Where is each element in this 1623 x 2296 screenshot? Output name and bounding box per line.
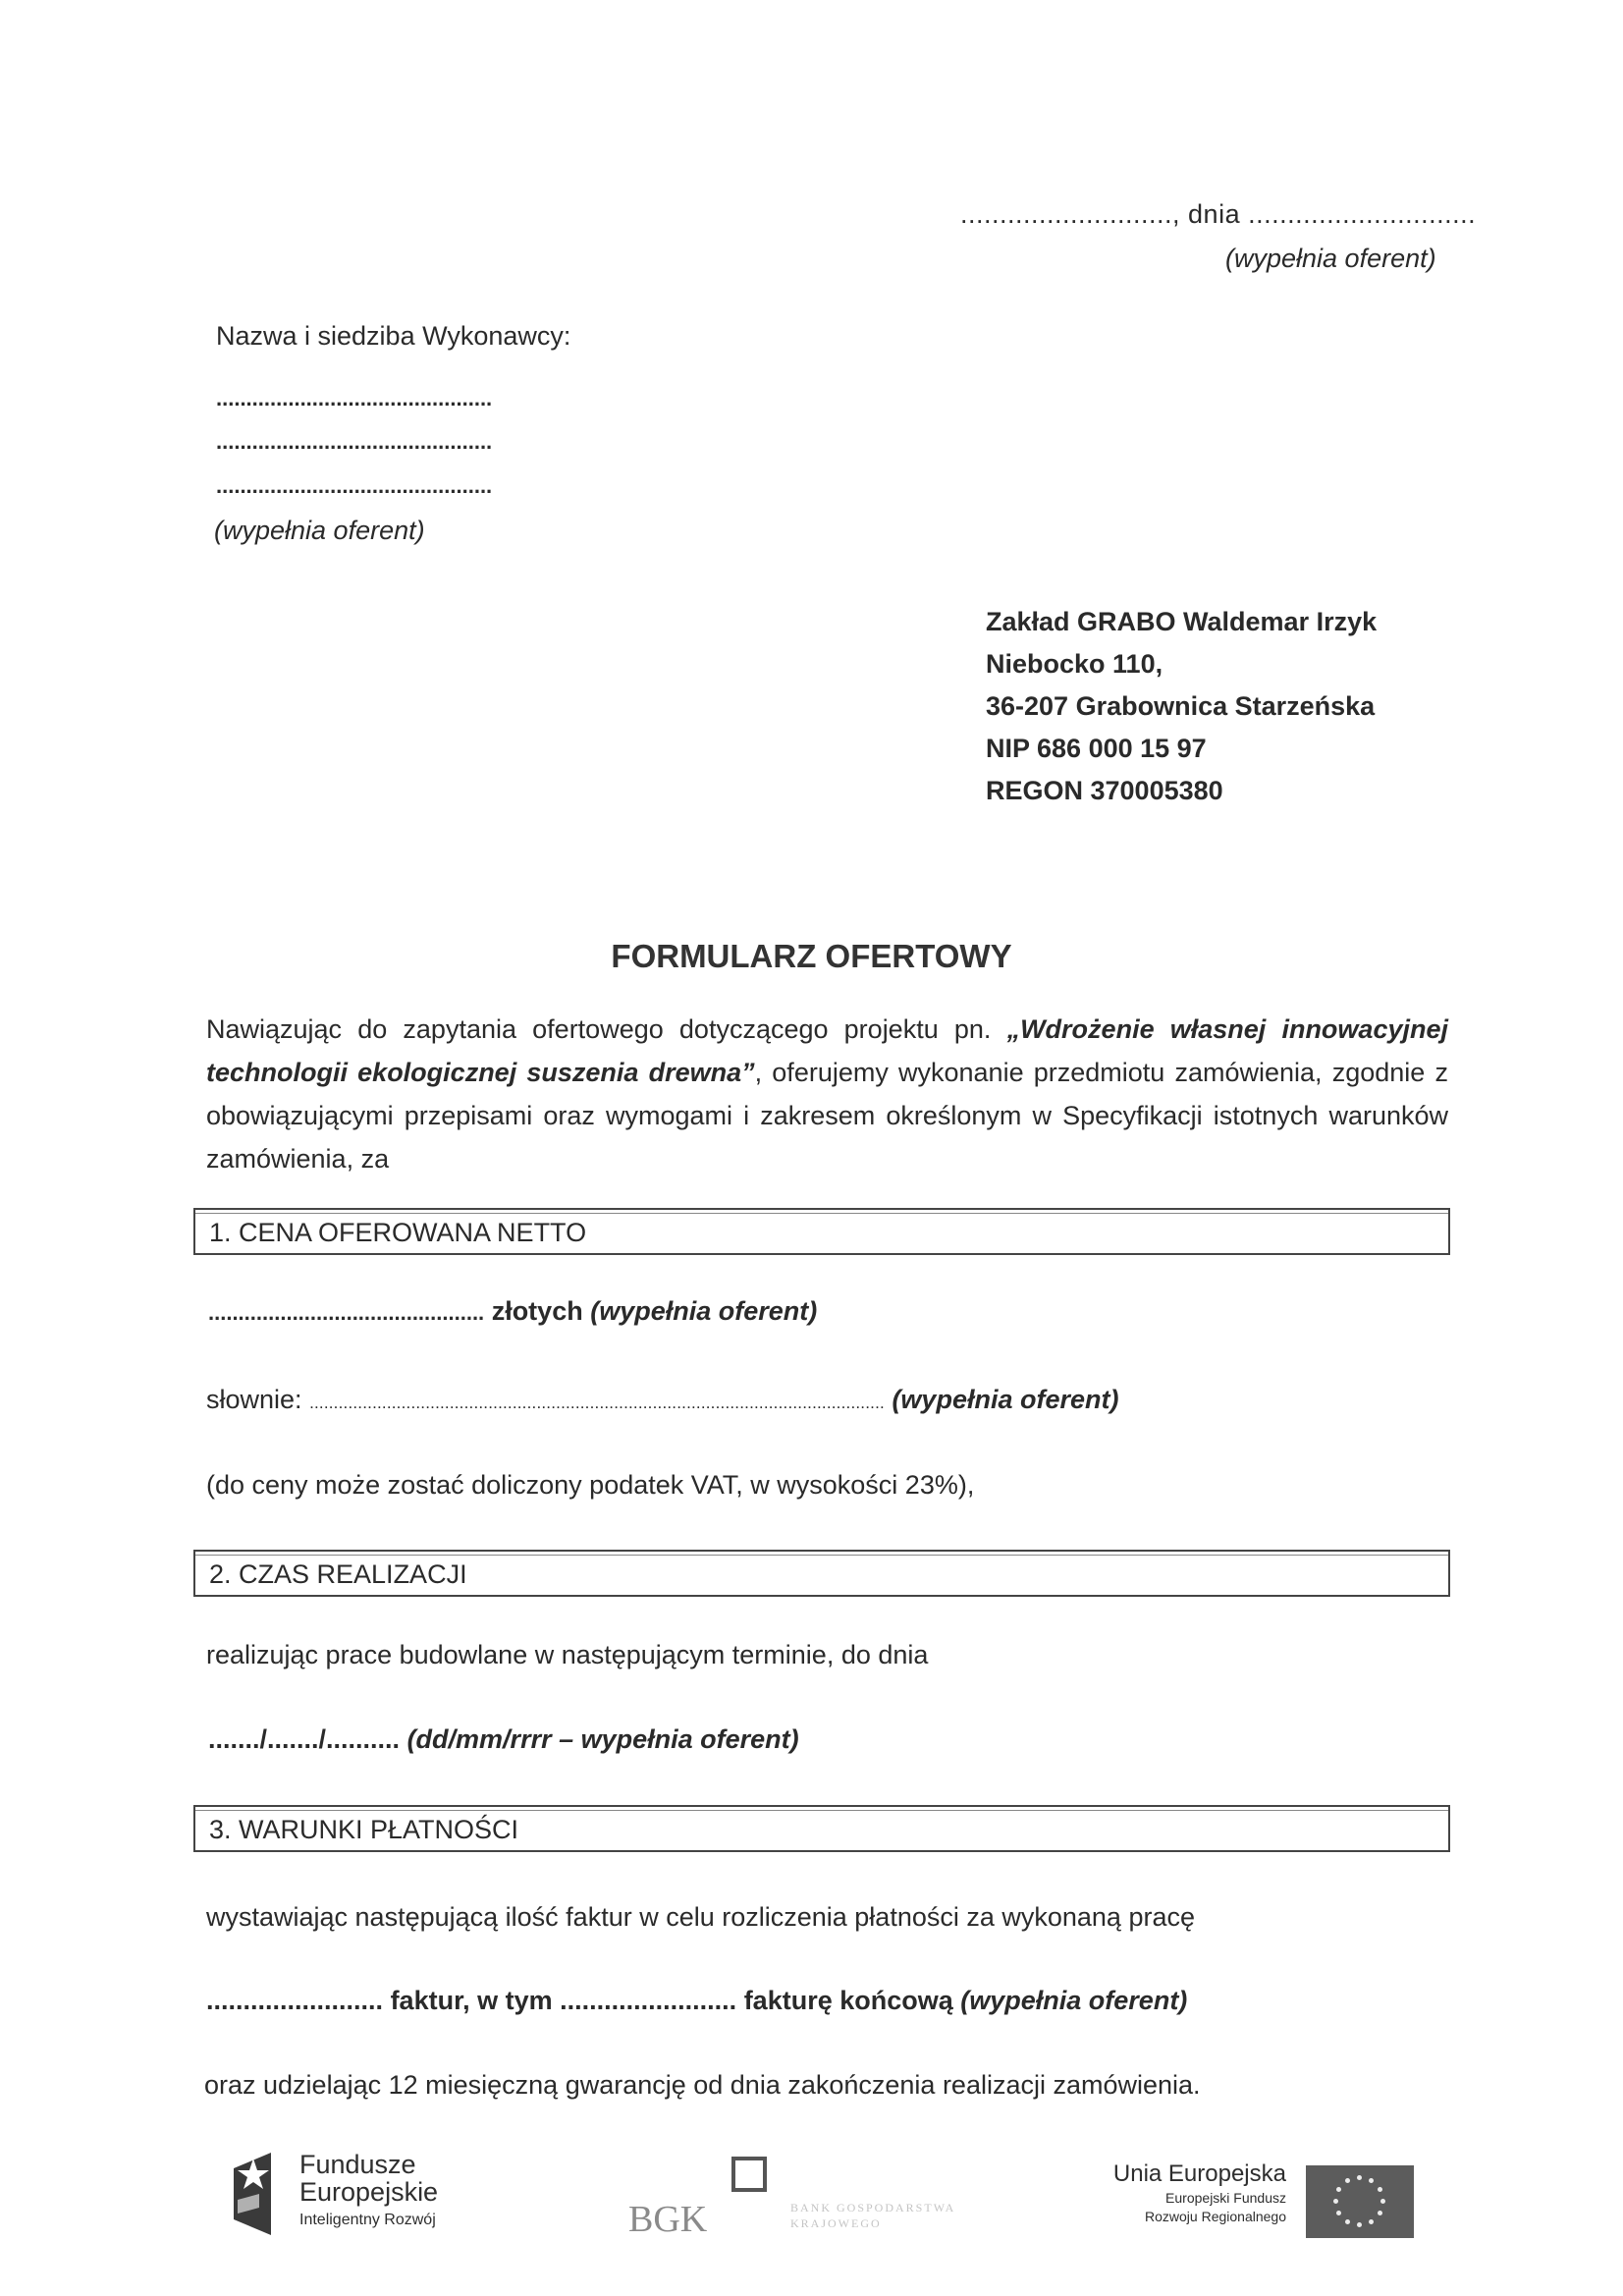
fe-line-3: Inteligentny Rozwój (299, 2212, 436, 2228)
recipient-line: Niebocko 110, (986, 649, 1163, 679)
section-2-header (193, 1550, 1450, 1597)
bgk-square-icon (731, 2157, 767, 2192)
eu-text (1090, 2160, 1286, 2225)
price-currency-label: złotych (491, 1296, 583, 1326)
place-date-note: (wypełnia oferent) (1225, 244, 1436, 273)
bgk-logo-text: BGK (628, 2199, 708, 2240)
vat-note: (do ceny może zostać doliczony podatek VAT, w wysokości 23%), (206, 1470, 975, 1500)
price-words-label: słownie: (206, 1385, 302, 1414)
deadline-date-field[interactable]: ......./......./.......... (208, 1724, 401, 1754)
recipient-line: REGON 370005380 (986, 776, 1223, 805)
eu-flag-icon (1306, 2165, 1414, 2238)
intro-start: Nawiązując do zapytania ofertowego dotyczącego projektu pn. (206, 1014, 1007, 1044)
bgk-subtitle (790, 2200, 955, 2231)
price-words-row (206, 1385, 1118, 1415)
section-3-header (193, 1805, 1450, 1852)
contractor-line-3[interactable]: .............................................. (216, 473, 493, 498)
fundusze-europejskie-logo (224, 2149, 283, 2239)
invoices-count-field[interactable]: ........................ (206, 1986, 384, 2015)
deadline-date-row (208, 1724, 799, 1755)
section-3-rule (195, 1810, 1448, 1811)
fe-star-icon (224, 2149, 283, 2239)
fe-text (299, 2151, 438, 2235)
eu-line-2: Europejski Fundusz (1165, 2190, 1286, 2206)
intro-paragraph (206, 1008, 1448, 1180)
section-1-rule (195, 1213, 1448, 1214)
final-invoice-note: (wypełnia oferent) (960, 1986, 1188, 2015)
final-invoice-field[interactable]: ........................ (560, 1986, 737, 2015)
section-2-heading: 2. CZAS REALIZACJI (209, 1559, 467, 1589)
project-name: „Wdrożenie własnej innowacyjnej technologii ekologicznej suszenia drewna” (206, 1014, 1448, 1087)
section-2-rule (195, 1555, 1448, 1556)
recipient-line: Zakład GRABO Waldemar Irzyk (986, 607, 1378, 636)
contractor-note: (wypełnia oferent) (214, 516, 425, 545)
bgk-line-2: KRAJOWEGO (790, 2216, 882, 2230)
deadline-text: realizując prace budowlane w następującym terminie, do dnia (206, 1640, 929, 1669)
price-words-note: (wypełnia oferent) (892, 1385, 1119, 1414)
price-amount-note: (wypełnia oferent) (590, 1296, 818, 1326)
contractor-line-2[interactable]: .............................................. (216, 429, 493, 454)
section-1-header (193, 1208, 1450, 1255)
deadline-date-note: (dd/mm/rrrr – wypełnia oferent) (406, 1724, 799, 1754)
recipient-line: NIP 686 000 15 97 (986, 734, 1207, 763)
payment-text: wystawiając następującą ilość faktur w celu rozliczenia płatności za wykonaną pracę (206, 1902, 1195, 1932)
price-amount-field[interactable]: .............................................. (208, 1300, 485, 1325)
recipient-address (986, 601, 1377, 812)
section-3-heading: 3. WARUNKI PŁATNOŚCI (209, 1815, 519, 1844)
intro-end: , oferujemy wykonanie przedmiotu zamówienia, zgodnie z obowiązującymi przepisami oraz wymogami i zakresem określonym w Specyfikacji istotnych warunków zamówienia, za (206, 1058, 1448, 1174)
eu-line-1: Unia Europejska (1112, 2160, 1286, 2187)
recipient-line: 36-207 Grabownica Starzeńska (986, 691, 1376, 721)
form-title: FORMULARZ OFERTOWY (611, 938, 1012, 974)
eu-line-3: Rozwoju Regionalnego (1145, 2209, 1286, 2224)
contractor-label: Nazwa i siedziba Wykonawcy: (216, 321, 571, 351)
section-1-heading: 1. CENA OFEROWANA NETTO (209, 1218, 587, 1247)
invoices-label: faktur, w tym (390, 1986, 553, 2015)
contractor-line-1[interactable]: .............................................. (216, 386, 493, 410)
price-amount-row (208, 1296, 817, 1327)
fe-line-1: Fundusze (299, 2150, 416, 2179)
fe-line-2: Europejskie (299, 2177, 439, 2207)
place-date-line[interactable]: ..........................., dnia ............................. (960, 199, 1477, 229)
warranty-text: oraz udzielając 12 miesięczną gwarancję od dnia zakończenia realizacji zamówienia. (204, 2070, 1201, 2100)
bgk-line-1: BANK GOSPODARSTWA (790, 2201, 956, 2214)
invoices-row (206, 1986, 1187, 2016)
final-invoice-label: fakturę końcową (743, 1986, 953, 2015)
price-words-field[interactable]: ....................................................................................................................... (309, 1394, 885, 1412)
